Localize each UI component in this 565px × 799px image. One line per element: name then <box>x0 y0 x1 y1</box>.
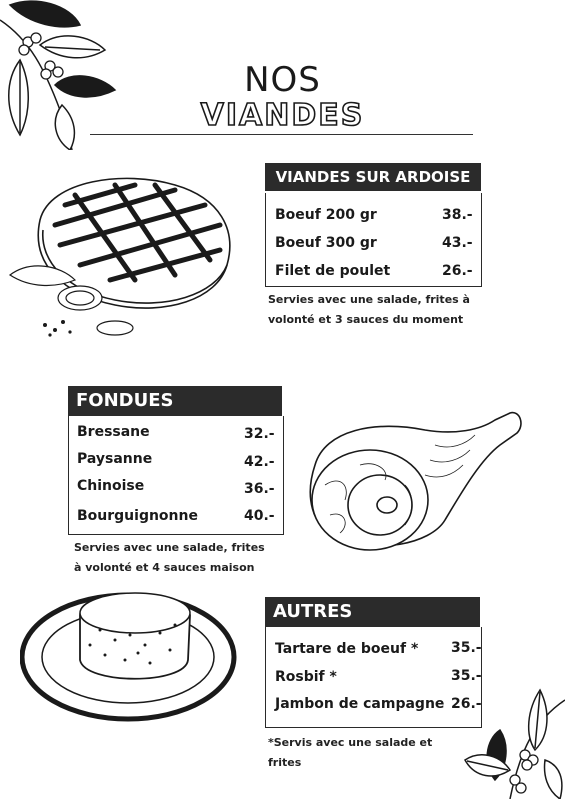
section-box-viandes-sur-ardoise <box>265 193 482 287</box>
menu-item-price: 42.- <box>244 454 275 470</box>
section-note-viandes-sur-ardoise: Servies avec une salade, frites à volonté et 3 sauces du moment <box>268 293 470 326</box>
section-note-autres: *Servis avec une salade et frites <box>268 736 433 769</box>
menu-item-name: Jambon de campagne <box>275 696 445 712</box>
menu-item-price: 43.- <box>442 235 473 251</box>
title-viandes: VIANDES <box>200 98 365 133</box>
title-divider <box>90 134 473 135</box>
menu-item-price: 40.- <box>244 508 275 524</box>
section-title-fondues: FONDUES <box>68 386 282 416</box>
menu-item-name: Chinoise <box>77 478 145 494</box>
section-note-fondues: Servies avec une salade, frites à volonté et 4 sauces maison <box>74 541 265 574</box>
menu-item-price: 32.- <box>244 426 275 442</box>
menu-item-name: Bourguignonne <box>77 508 198 524</box>
ham-illustration <box>295 405 525 555</box>
menu-item-price: 35.- <box>451 640 482 656</box>
steak-illustration <box>5 170 245 340</box>
section-box-fondues <box>68 416 284 535</box>
section-title-autres: AUTRES <box>265 597 480 627</box>
menu-item-price: 26.- <box>451 696 482 712</box>
title-nos: NOS <box>244 60 321 100</box>
section-box-autres <box>265 627 482 728</box>
menu-item-price: 35.- <box>451 668 482 684</box>
section-title-viandes-sur-ardoise: VIANDES SUR ARDOISE <box>265 163 481 191</box>
menu-item-price: 36.- <box>244 481 275 497</box>
menu-item-name: Rosbif * <box>275 669 337 685</box>
menu-item-price: 38.- <box>442 207 473 223</box>
menu-item-name: Bressane <box>77 424 150 440</box>
menu-item-name: Paysanne <box>77 451 153 467</box>
menu-item-name: Filet de poulet <box>275 263 391 279</box>
menu-item-name: Boeuf 300 gr <box>275 235 377 251</box>
menu-item-name: Tartare de boeuf * <box>275 641 419 657</box>
menu-item-name: Boeuf 200 gr <box>275 207 377 223</box>
menu-item-price: 26.- <box>442 263 473 279</box>
tartare-plate-illustration <box>20 585 240 735</box>
